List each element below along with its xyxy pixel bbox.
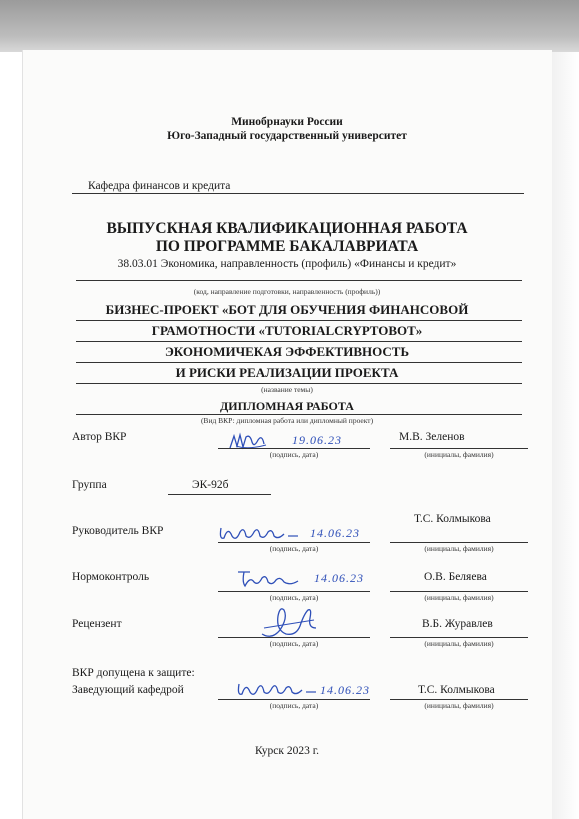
author-label: Автор ВКР (72, 431, 127, 443)
direction-underline (76, 280, 522, 281)
head-name: Т.С. Колмыкова (418, 684, 495, 696)
supervisor-name: Т.С. Колмыкова (414, 513, 491, 525)
supervisor-label: Руководитель ВКР (72, 525, 164, 537)
admission-label: ВКР допущена к защите: (72, 667, 195, 679)
author-sign-line (218, 448, 370, 449)
head-sign-date: 14.06.23 (320, 683, 370, 697)
topic-line3: ЭКОНОМИЧЕКАЯ ЭФФЕКТИВНОСТЬ (164, 344, 410, 359)
work-title-line2: ПО ПРОГРАММЕ БАКАЛАВРИАТА (155, 238, 419, 255)
normcontrol-sign-caption: (подпись, дата) (269, 593, 319, 602)
topic-line4: И РИСКИ РЕАЛИЗАЦИИ ПРОЕКТА (175, 365, 399, 380)
topic-line2: ГРАМОТНОСТИ «TUTORIALCRYPTOBOT» (151, 323, 423, 338)
title-page (22, 50, 552, 819)
reviewer-name-line (390, 637, 528, 638)
place-and-year: Курск 2023 г. (254, 745, 320, 757)
supervisor-sign-caption: (подпись, дата) (269, 544, 319, 553)
author-name-caption: (инициалы, фамилия) (424, 450, 494, 459)
reviewer-sign-caption: (подпись, дата) (269, 639, 319, 648)
normcontrol-sign-date: 14.06.23 (314, 571, 364, 585)
work-type: ДИПЛОМНАЯ РАБОТА (220, 399, 354, 413)
author-name-line (390, 448, 528, 449)
work-type-underline (76, 414, 522, 415)
author-name: М.В. Зеленов (399, 431, 465, 443)
university-name: Юго-Западный государственный университет (167, 130, 407, 142)
normcontrol-sign-line (218, 591, 370, 592)
topic-line1: БИЗНЕС-ПРОЕКТ «БОТ ДЛЯ ОБУЧЕНИЯ ФИНАНСОВОЙ (105, 302, 469, 317)
topic-underline-4 (76, 383, 522, 384)
study-direction: 38.03.01 Экономика, направленность (профиль) «Финансы и кредит» (117, 258, 457, 270)
direction-caption: (код, направление подготовки, направленность (профиль)) (193, 287, 381, 296)
reviewer-name: В.Б. Журавлев (422, 618, 493, 630)
group-label: Группа (72, 479, 107, 491)
work-type-caption: (Вид ВКР: дипломная работа или дипломный проект) (200, 416, 374, 425)
normcontrol-name-line (390, 591, 528, 592)
head-sign-line (218, 699, 370, 700)
supervisor-name-line (390, 542, 528, 543)
head-name-caption: (инициалы, фамилия) (424, 701, 494, 710)
head-name-line (390, 699, 528, 700)
reviewer-sign-line (218, 637, 370, 638)
author-sign-caption: (подпись, дата) (269, 450, 319, 459)
department-underline (72, 193, 524, 194)
supervisor-sign-date: 14.06.23 (310, 526, 360, 540)
author-sign-date: 19.06.23 (292, 433, 342, 447)
ministry-name: Минобрнауки России (231, 116, 343, 128)
scan-margin (552, 52, 579, 819)
normcontrol-label: Нормоконтроль (72, 571, 150, 583)
reviewer-label: Рецензент (72, 618, 122, 630)
head-of-department-label: Заведующий кафедрой (72, 684, 184, 696)
topic-underline-2 (76, 341, 522, 342)
head-sign-caption: (подпись, дата) (269, 701, 319, 710)
scan-background (0, 0, 579, 52)
normcontrol-name-caption: (инициалы, фамилия) (424, 593, 494, 602)
department-name: Кафедра финансов и кредита (88, 180, 231, 192)
topic-underline-1 (76, 320, 522, 321)
group-underline (168, 494, 271, 495)
supervisor-sign-line (218, 542, 370, 543)
group-value: ЭК-92б (192, 479, 229, 491)
reviewer-name-caption: (инициалы, фамилия) (424, 639, 494, 648)
topic-underline-3 (76, 362, 522, 363)
work-title-line1: ВЫПУСКНАЯ КВАЛИФИКАЦИОННАЯ РАБОТА (106, 220, 468, 237)
normcontrol-name: О.В. Беляева (424, 571, 487, 583)
topic-caption: (название темы) (261, 385, 313, 394)
supervisor-name-caption: (инициалы, фамилия) (424, 544, 494, 553)
